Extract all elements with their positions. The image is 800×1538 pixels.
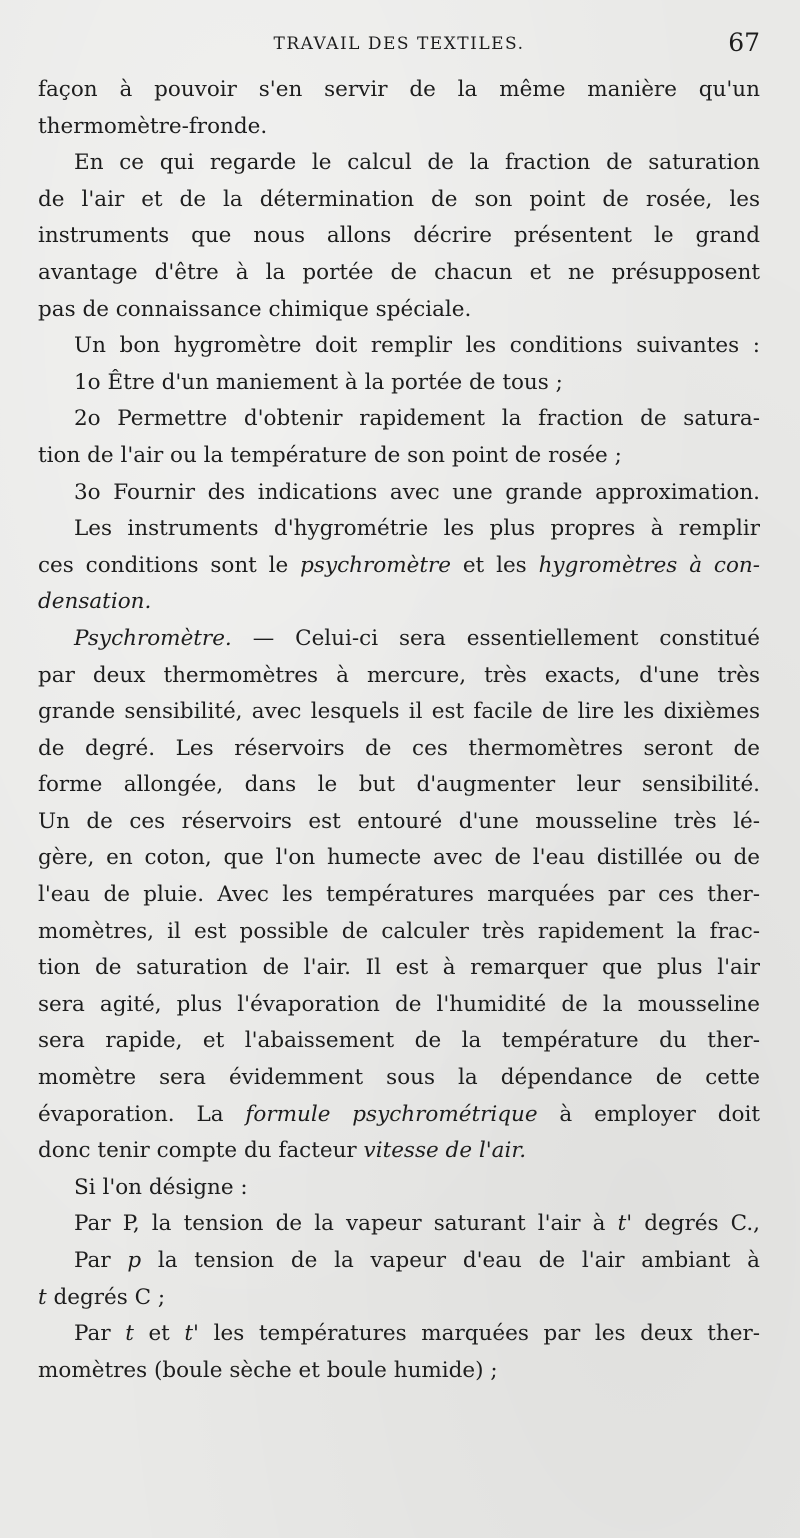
text-line <box>38 621 760 658</box>
text-run: à employer doit <box>537 1101 760 1127</box>
text-run: degrés C., <box>632 1211 760 1237</box>
page-number: 67 <box>728 28 760 57</box>
text-line: pas de connaissance chimique spéciale. <box>38 296 472 322</box>
text-run: Par <box>74 1248 128 1273</box>
italic-term: t' <box>617 1211 633 1237</box>
text-line: 2o Permettre d'obtenir rapidement la fraction de satura- <box>74 406 760 432</box>
italic-term: t <box>125 1321 134 1347</box>
text-run: évaporation. La <box>38 1101 246 1127</box>
text-line <box>38 1316 760 1353</box>
italic-term: hygromètres à con- <box>538 552 760 578</box>
text-line: Un de ces réservoirs est entouré d'une mousseline très lé- <box>38 808 760 834</box>
text-run: — Celui-ci sera essentiellement constitué <box>231 625 760 651</box>
text-line: Les instruments d'hygrométrie les plus propres à remplir <box>74 516 760 542</box>
text-line: 3o Fournir des indications avec une grande approximation. <box>74 479 760 505</box>
text-line: instruments que nous allons décrire présentent le grand <box>38 223 760 249</box>
text-run: donc tenir compte du facteur <box>38 1138 364 1164</box>
page-header <box>38 30 760 64</box>
text-line: tion de saturation de l'air. Il est à remarquer que plus l'air <box>38 955 760 981</box>
text-line <box>38 1243 760 1280</box>
text-line: gère, en coton, que l'on humecte avec de l'eau distillée ou de <box>38 845 760 871</box>
text-line <box>38 548 760 585</box>
text-run: et <box>133 1321 185 1347</box>
text-line: sera agité, plus l'évaporation de l'humidité de la mousseline <box>38 991 760 1017</box>
text-line: avantage d'être à la portée de chacun et ne présupposent <box>38 259 760 285</box>
section-heading: Psychromètre. <box>74 625 232 651</box>
text-line: En ce qui regarde le calcul de la fraction de saturation <box>74 150 760 176</box>
text-line: momètres, il est possible de calculer très rapidement la frac- <box>38 918 760 944</box>
italic-term: vitesse de l'air. <box>363 1138 527 1164</box>
text-run: Par <box>74 1321 126 1347</box>
text-line: thermomètre-fronde. <box>38 113 268 139</box>
text-line: façon à pouvoir s'en servir de la même manière qu'un <box>38 77 760 102</box>
text-line: l'eau de pluie. Avec les températures marquées par ces ther- <box>38 882 760 908</box>
text-line: Un bon hygromètre doit remplir les conditions suivantes : <box>74 333 760 359</box>
italic-term: p <box>127 1248 142 1273</box>
body-text <box>38 72 760 1389</box>
text-line: par deux thermomètres à mercure, très exacts, d'une très <box>38 662 760 688</box>
text-line: momètres (boule sèche et boule humide) ; <box>38 1357 498 1383</box>
text-line: 1o Être d'un maniement à la portée de tous ; <box>74 369 563 395</box>
text-line: momètre sera évidemment sous la dépendance de cette <box>38 1065 760 1091</box>
text-line: grande sensibilité, avec lesquels il est facile de lire les dixièmes <box>38 699 760 725</box>
text-line <box>38 1280 760 1317</box>
text-line <box>38 1206 760 1243</box>
text-run: ces conditions sont le <box>38 552 301 578</box>
text-line: tion de l'air ou la température de son point de rosée ; <box>38 442 622 468</box>
text-line: de l'air et de la détermination de son point de rosée, les <box>38 186 760 212</box>
italic-term: t <box>38 1284 47 1310</box>
italic-term: psychromètre <box>300 552 451 578</box>
text-line: densation. <box>38 589 152 615</box>
text-run: les températures marquées par les deux ther- <box>198 1321 760 1347</box>
text-run: la tension de la vapeur d'eau de l'air ambiant à <box>141 1248 760 1273</box>
italic-term: t' <box>184 1321 199 1347</box>
italic-term: formule psychrométrique <box>245 1101 538 1127</box>
text-line: sera rapide, et l'abaissement de la température du ther- <box>38 1028 760 1054</box>
text-line: de degré. Les réservoirs de ces thermomètres seront de <box>38 735 760 761</box>
text-line: forme allongée, dans le but d'augmenter leur sensibilité. <box>38 772 760 798</box>
text-line <box>38 1133 760 1170</box>
text-line <box>38 1097 760 1134</box>
text-run: Par P, la tension de la vapeur saturant l'air à <box>74 1211 618 1237</box>
text-run: et les <box>450 552 539 578</box>
text-line: Si l'on désigne : <box>74 1174 248 1200</box>
text-run: degrés C ; <box>46 1284 166 1310</box>
running-title: TRAVAIL DES TEXTILES. <box>273 34 525 54</box>
